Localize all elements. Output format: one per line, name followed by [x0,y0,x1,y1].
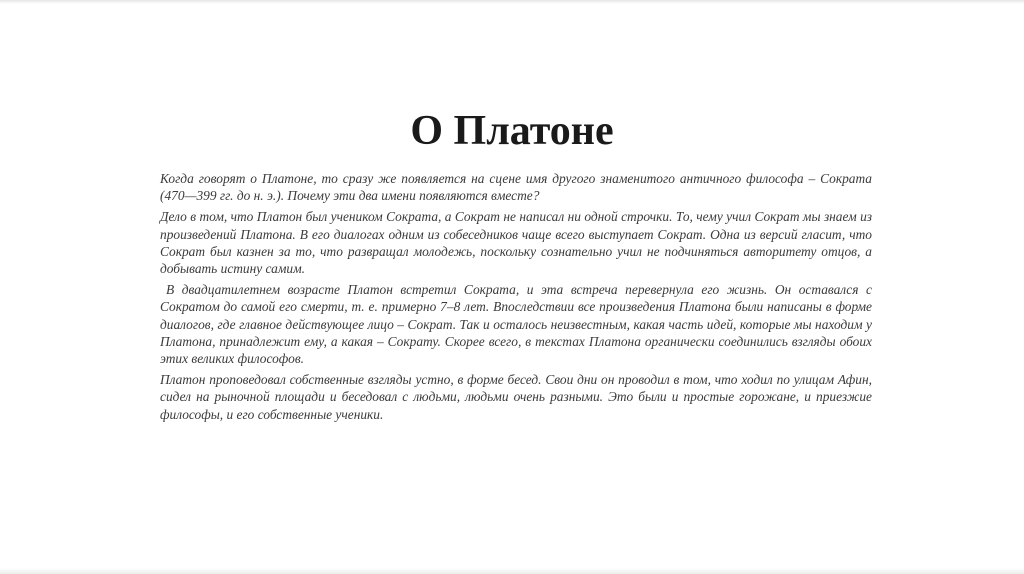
paragraph-oral-teaching: Платон проповедовал собственные взгляды устно, в форме бесед. Свои дни он проводил в том, что ходил по улицам Афин, сидел на рыночной площади и беседовал с людьми, людьми очень разными. Это были и простые горожане, и приезжие философы, и его собственные ученики. [160,372,872,422]
slide-bottom-edge [0,568,1024,574]
paragraph-meeting-socrates: В двадцатилетнем возрасте Платон встретил Сократа, и эта встреча перевернула его жизнь. Он оставался с Сократом до самой его смерти, т. е. примерно 7–8 лет. Впоследствии все произведения Платона были написаны в форме диалогов, где главное действующее лицо – Сократ. Так и осталось неизвестным, какая часть идей, которые мы находим у Платона, принадлежит ему, а какая – Сократу. Скорее всего, в текстах Платона органически соединились взгляды обоих этих великих философов. [160,282,872,367]
slide-title: О Платоне [410,108,614,154]
slide-top-edge [0,0,1024,4]
slide-body-text [160,170,872,427]
paragraph-student-of-socrates: Дело в том, что Платон был учеником Сократа, а Сократ не написал ни одной строчки. То, чему учил Сократ мы знаем из произведений Платона. В его диалогах одним из собеседников чаще всего выступает Сократ. Одна из версий гласит, что Сократ был казнен за то, что развращал молодежь, поскольку сознательно учил не подчиняться авторитету отцов, а добывать истину самим. [160,209,872,277]
paragraph-intro: Когда говорят о Платоне, то сразу же появляется на сцене имя другого знаменитого античного философа – Сократа (470—399 гг. до н. э.). Почему эти два имени появляются вместе? [160,171,872,204]
